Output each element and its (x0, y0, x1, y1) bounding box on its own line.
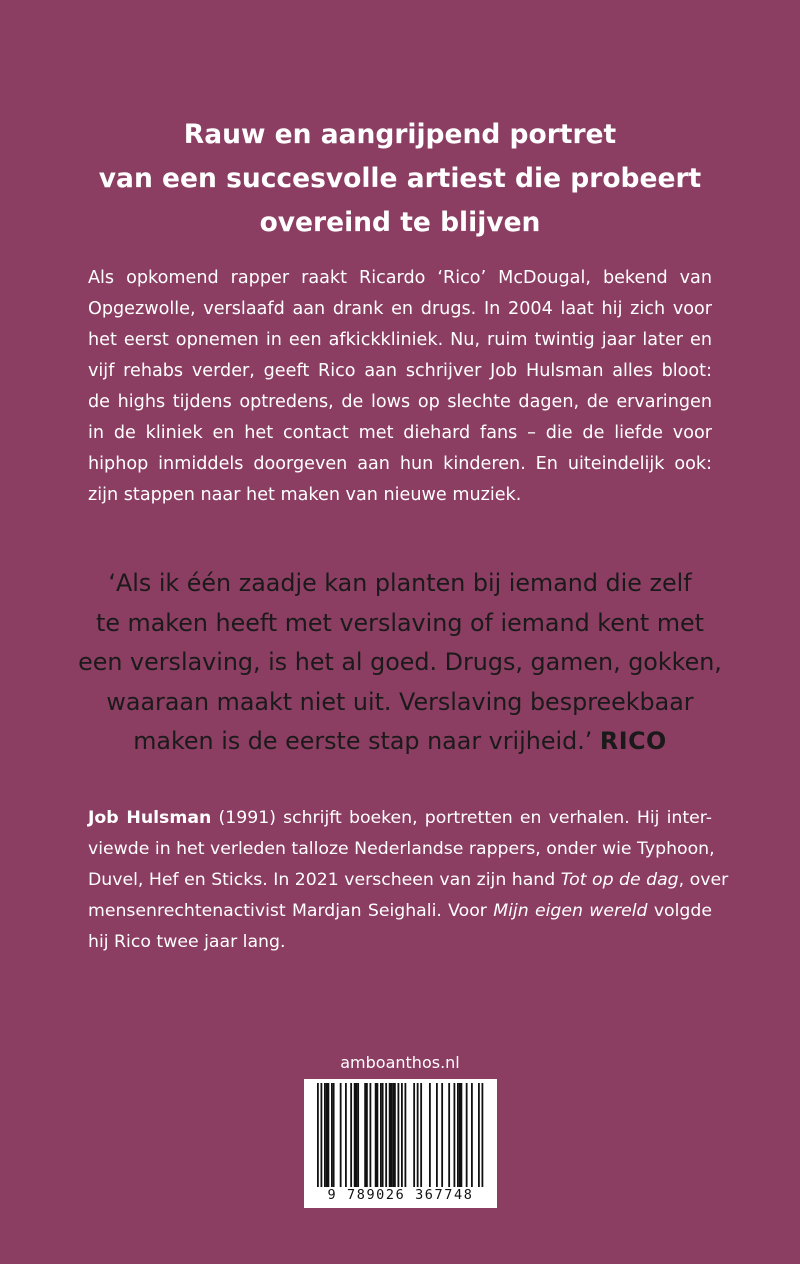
barcode-bar (405, 1083, 407, 1199)
barcode-bar (420, 1083, 422, 1199)
blurb-line: vijf rehabs verder, geeft Rico aan schrijver Job Hulsman alles bloot: (88, 361, 712, 381)
barcode-bar (401, 1083, 403, 1199)
barcode-bar (466, 1083, 468, 1199)
author-bio (88, 803, 729, 958)
book-title: Mijn eigen wereld (493, 901, 648, 921)
quote-line: een verslaving, is het al goed. Drugs, gamen, gokken, (78, 648, 722, 676)
barcode-bar (356, 1083, 358, 1199)
bio-line (88, 896, 712, 927)
barcode-bar (370, 1083, 372, 1199)
barcode-bar (357, 1083, 359, 1199)
barcode-bar (417, 1083, 419, 1199)
bio-text: , over (678, 870, 729, 890)
book-title: Tot op de dag (560, 870, 679, 890)
bio-line: hij Rico twee jaar lang. (88, 932, 286, 952)
headline-line: overeind te blijven (259, 207, 541, 238)
barcode-bar (389, 1083, 391, 1199)
blurb-line: Opgezwolle, verslaafd aan drank en drugs. In 2004 laat hij zich voor (88, 299, 712, 319)
barcode-bar (366, 1083, 368, 1199)
barcode-bar (331, 1083, 333, 1199)
barcode-bar (448, 1083, 450, 1199)
barcode-bar (326, 1083, 328, 1199)
barcode-bar (454, 1083, 456, 1199)
barcode-bar (350, 1083, 352, 1199)
bio-text: Duvel, Hef en Sticks. In 2021 verscheen van zijn hand (88, 870, 561, 890)
blurb-line: zijn stappen naar het maken van nieuwe muziek. (88, 485, 522, 505)
barcode-bar (478, 1083, 480, 1199)
barcode-bar (364, 1083, 366, 1199)
barcode-bar (345, 1083, 347, 1199)
quote-attribution: RICO (599, 727, 667, 755)
blurb-line: de highs tijdens optredens, de lows op slechte dagen, de ervaringen (88, 392, 712, 412)
isbn-number: 9 789026 367748 (310, 1187, 491, 1203)
pull-quote (60, 564, 740, 762)
barcode-bar (398, 1083, 400, 1199)
barcode-bar (461, 1083, 463, 1199)
barcode-bar (392, 1083, 394, 1199)
quote-line: ‘Als ik één zaadje kan planten bij iemand die zelf (108, 569, 692, 597)
publisher-website: amboanthos.nl (340, 1053, 460, 1072)
headline-line: van een succesvolle artiest die probeert (98, 163, 702, 194)
barcode-bar (391, 1083, 393, 1199)
blurb-line: Als opkomend rapper raakt Ricardo ‘Rico’ McDougal, bekend van (88, 268, 712, 288)
bio-line (88, 803, 712, 834)
barcode-bar (375, 1083, 377, 1199)
barcode-bar (317, 1083, 319, 1199)
quote-line: te maken heeft met verslaving of iemand kent met (96, 608, 704, 637)
barcode-bar (441, 1083, 443, 1199)
blurb-line: in de kliniek en het contact met diehard fans – die de liefde voor (88, 423, 712, 443)
bio-line (88, 865, 729, 896)
quote-line-text: maken is de eerste stap naar vrijheid.’ (133, 727, 593, 755)
barcode-bar (394, 1083, 396, 1199)
blurb-line: het eerst opnemen in een afkickkliniek. Nu, ruim twintig jaar later en (88, 330, 712, 350)
blurb-paragraph (88, 263, 712, 511)
barcode-bar (354, 1083, 356, 1199)
barcode-bar (380, 1083, 382, 1199)
barcode-bar (333, 1083, 335, 1199)
barcode-bar (321, 1083, 323, 1199)
quote-line: waaraan maakt niet uit. Verslaving bespreekbaar (106, 687, 694, 716)
barcode-bar (382, 1083, 384, 1199)
barcode-bar (328, 1083, 330, 1199)
headline (60, 113, 740, 245)
barcode-bar (385, 1083, 387, 1199)
barcode-bar (459, 1083, 461, 1199)
barcode-bar (471, 1083, 473, 1199)
barcode-bar (413, 1083, 415, 1199)
barcode-bar (436, 1083, 438, 1199)
barcode-bar (340, 1083, 342, 1199)
barcode-bar (457, 1083, 459, 1199)
blurb-line: hiphop inmiddels doorgeven aan hun kinderen. En uiteindelijk ook: (88, 454, 712, 474)
barcode-bar (324, 1083, 326, 1199)
bio-text: mensenrechtenactivist Mardjan Seighali. Voor (88, 901, 494, 921)
barcode-bar (377, 1083, 379, 1199)
barcode-bar (482, 1083, 484, 1199)
isbn-barcode (304, 1079, 497, 1208)
bio-line: viewde in het verleden talloze Nederlandse rappers, onder wie Typhoon, (88, 839, 715, 859)
quote-line-last (60, 722, 740, 762)
bio-text: (1991) schrijft boeken, portretten en verhalen. Hij inter- (211, 808, 712, 828)
bio-text: volgde (647, 901, 713, 921)
headline-line: Rauw en aangrijpend portret (183, 119, 617, 150)
author-name: Job Hulsman (88, 808, 212, 828)
barcode-bar (429, 1083, 431, 1199)
